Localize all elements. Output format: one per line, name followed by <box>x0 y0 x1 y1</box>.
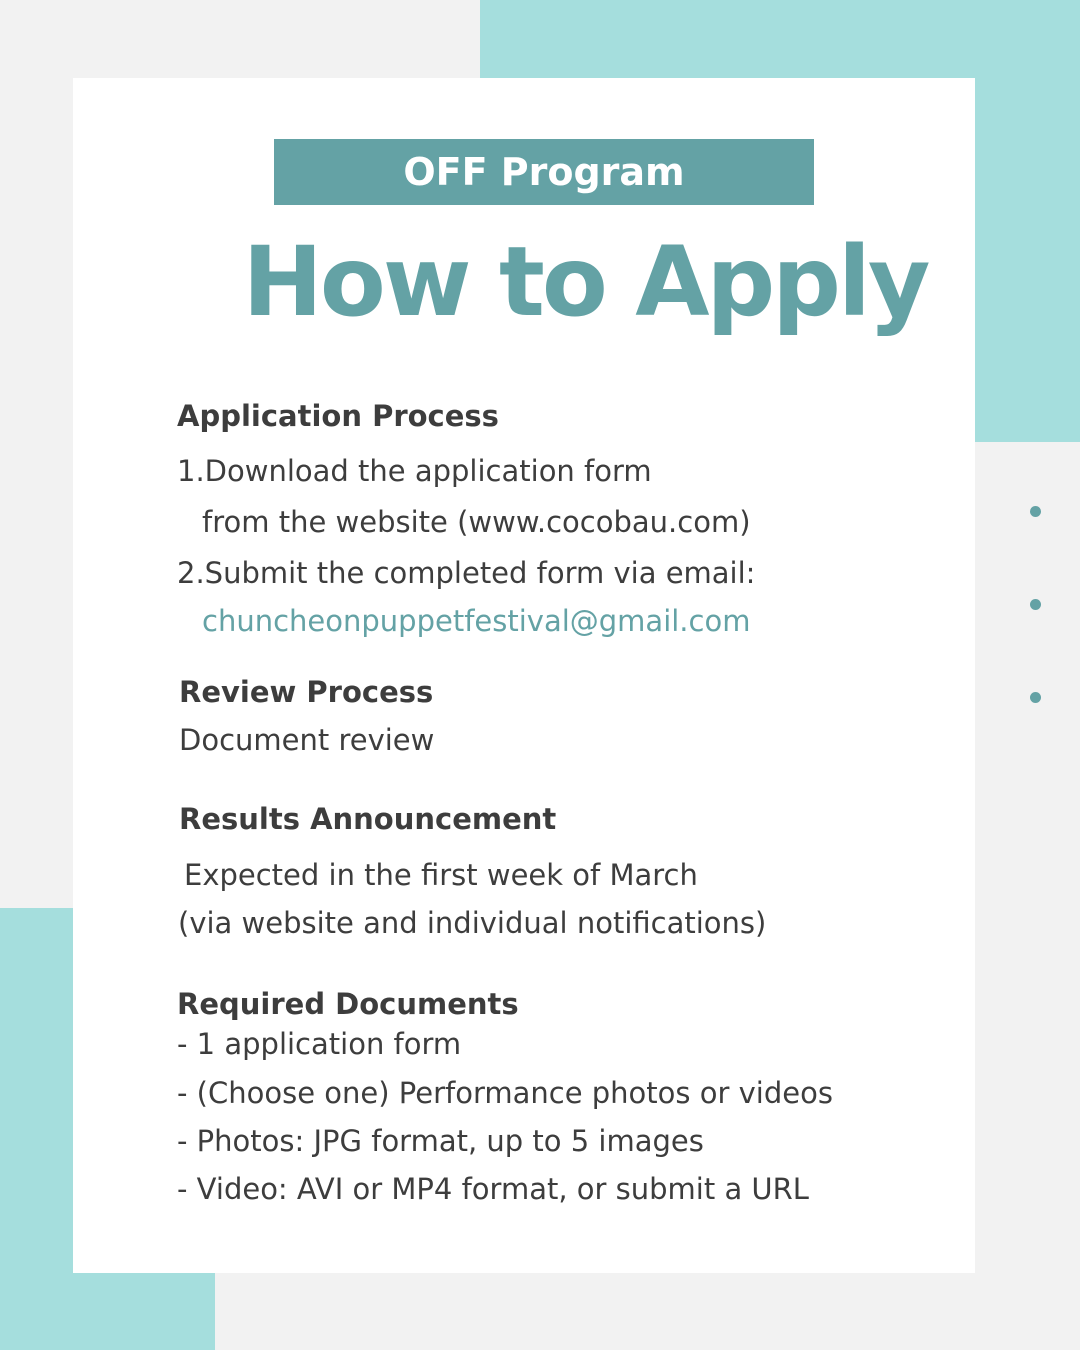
results-announcement-method: (via website and individual notifications) <box>178 906 767 940</box>
contact-email-link[interactable]: chuncheonpuppetfestival@gmail.com <box>202 604 751 638</box>
review-process-heading: Review Process <box>179 675 434 709</box>
required-document-item: - Video: AVI or MP4 format, or submit a URL <box>177 1172 809 1206</box>
page-title: How to Apply <box>242 226 928 338</box>
results-announcement-heading: Results Announcement <box>179 802 557 836</box>
required-document-item: - Photos: JPG format, up to 5 images <box>177 1124 704 1158</box>
program-badge: OFF Program <box>274 139 814 205</box>
required-document-item: - (Choose one) Performance photos or videos <box>177 1076 833 1110</box>
decor-dot <box>1030 506 1041 517</box>
application-process-heading: Application Process <box>177 399 499 433</box>
results-announcement-date: Expected in the first week of March <box>184 858 698 892</box>
application-step-1: 1.Download the application form <box>177 454 652 488</box>
required-documents-heading: Required Documents <box>177 987 519 1021</box>
review-process-text: Document review <box>179 723 435 757</box>
decor-dot <box>1030 599 1041 610</box>
decor-dot <box>1030 692 1041 703</box>
required-document-item: - 1 application form <box>177 1027 462 1061</box>
application-step-1-continued: from the website (www.cocobau.com) <box>202 505 751 539</box>
application-step-2: 2.Submit the completed form via email: <box>177 556 756 590</box>
